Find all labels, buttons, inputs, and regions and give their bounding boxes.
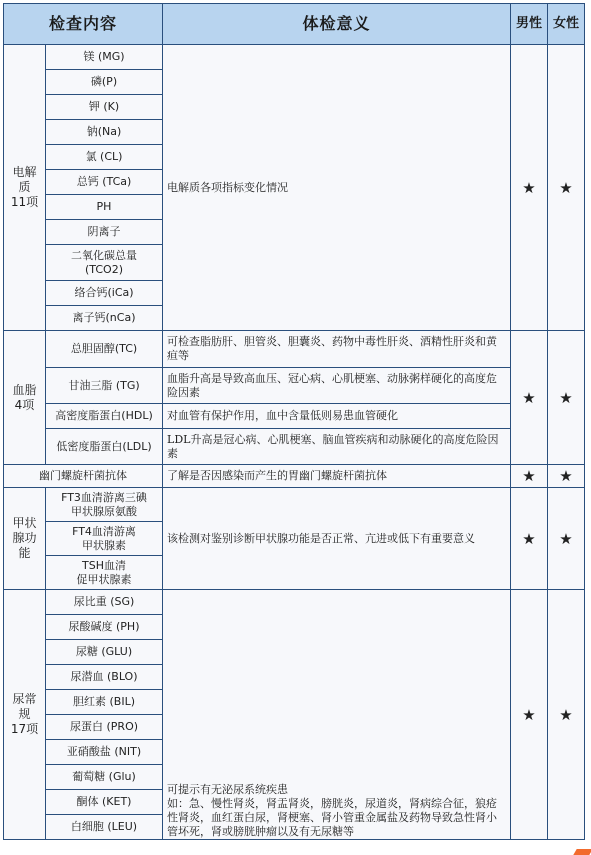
item-cell: 络合钙(iCa) — [46, 281, 163, 306]
item-cell: 钠(Na) — [46, 120, 163, 145]
header-female: 女性 — [548, 4, 585, 45]
item-cell — [46, 245, 163, 281]
item-cell: 总胆固醇(TC) — [46, 331, 163, 368]
item-cell: 尿比重 (SG) — [46, 590, 163, 615]
item-cell: 亚硝酸盐 (NIT) — [46, 740, 163, 765]
category-label: 电解 — [12, 165, 37, 179]
item-cell: 酮体 (KET) — [46, 790, 163, 815]
meaning-cell — [163, 45, 511, 331]
category-label: 血脂 — [12, 382, 37, 397]
category-label: 11项 — [10, 195, 39, 209]
category-label: 甲状 — [12, 516, 37, 530]
table-row — [4, 488, 585, 522]
category-cell — [4, 331, 46, 465]
item-label: 二氧化碳总量 — [71, 248, 137, 262]
item-cell — [46, 556, 163, 590]
meaning-cell: 了解是否因感染而产生的胃幽门螺旋杆菌抗体 — [163, 465, 511, 488]
male-star: ★ — [511, 331, 548, 465]
table-row — [4, 45, 585, 70]
item-label: TSH血清 — [82, 558, 126, 572]
item-cell: 白细胞 (LEU) — [46, 815, 163, 840]
category-label: 尿常 — [12, 692, 37, 706]
table-header-row — [4, 4, 585, 45]
item-label: 促甲状腺素 — [76, 572, 132, 586]
category-label: 腺功 — [12, 531, 37, 545]
female-star: ★ — [548, 590, 585, 840]
item-cell: 离子钙(nCa) — [46, 306, 163, 331]
item-cell: 幽门螺旋杆菌抗体 — [4, 465, 163, 488]
table-row — [4, 331, 585, 368]
item-label: FT4血清游离 — [72, 524, 136, 538]
item-cell: 葡萄糖 (Glu) — [46, 765, 163, 790]
item-cell: 尿糖 (GLU) — [46, 640, 163, 665]
item-cell: 镁 (MG) — [46, 45, 163, 70]
meaning-cell: 血脂升高是导致高血压、冠心病、心肌梗塞、动脉粥样硬化的高度危险因素 — [163, 368, 511, 404]
meaning-line: 可提示有无泌尿系统疾患 — [167, 783, 289, 796]
header-meaning: 体检意义 — [163, 4, 511, 45]
category-label: 4项 — [14, 397, 35, 412]
item-cell: 低密度脂蛋白(LDL) — [46, 429, 163, 465]
header-male: 男性 — [511, 4, 548, 45]
item-cell: 阴离子 — [46, 220, 163, 245]
category-cell — [4, 488, 46, 590]
table-row — [4, 590, 585, 615]
category-cell — [4, 590, 46, 840]
checkup-table — [3, 3, 585, 840]
male-star: ★ — [511, 465, 548, 488]
item-label: 甲状腺原氨酸 — [71, 504, 137, 518]
item-cell: 总钙 (TCa) — [46, 170, 163, 195]
category-label: 质 — [18, 180, 31, 194]
female-star: ★ — [548, 45, 585, 331]
male-star: ★ — [511, 45, 548, 331]
item-label: FT3血清游离三碘 — [61, 490, 147, 504]
male-star: ★ — [511, 590, 548, 840]
item-cell: 甘油三脂 (TG) — [46, 368, 163, 404]
category-label: 17项 — [10, 722, 39, 736]
meaning-line: 如：急、慢性肾炎，肾盂肾炎，膀胱炎，尿道炎，肾病综合征，狼疮性肾炎，血红蛋白尿，肾梗塞、肾小管重金属盐及药物导致急性肾小管坏死，肾或膀胱肿瘤以及有无尿糖等 — [167, 797, 498, 838]
table-row — [4, 429, 585, 465]
item-cell: 胆红素 (BIL) — [46, 690, 163, 715]
item-cell: 尿酸碱度 (PH) — [46, 615, 163, 640]
female-star: ★ — [548, 488, 585, 590]
item-cell: 钾 (K) — [46, 95, 163, 120]
item-cell: 尿蛋白 (PRO) — [46, 715, 163, 740]
item-cell: 高密度脂蛋白(HDL) — [46, 404, 163, 429]
meaning-cell: 对血管有保护作用，血中含量低则易患血管硬化 — [163, 404, 511, 429]
item-cell: 尿潜血 (BLO) — [46, 665, 163, 690]
category-cell — [4, 45, 46, 331]
meaning-line: 该检测对鉴别诊断甲状腺功能是否正常、亢进或低下有重要意义 — [167, 531, 476, 545]
female-star: ★ — [548, 331, 585, 465]
meaning-cell: LDL升高是冠心病、心肌梗塞、脑血管疾病和动脉硬化的高度危险因素 — [163, 429, 511, 465]
meaning-line: 电解质各项指标变化情况 — [167, 180, 289, 194]
meaning-cell: 可检查脂肪肝、胆管炎、胆囊炎、药物中毒性肝炎、酒精性肝炎和黄疸等 — [163, 331, 511, 368]
table-row — [4, 404, 585, 429]
meaning-cell — [163, 488, 511, 590]
header-content: 检查内容 — [4, 4, 163, 45]
category-label: 能 — [18, 546, 31, 560]
meaning-cell — [163, 590, 511, 840]
corner-arrow-decoration — [573, 849, 591, 855]
item-cell: 磷(P) — [46, 70, 163, 95]
item-cell: 氯 (CL) — [46, 145, 163, 170]
male-star: ★ — [511, 488, 548, 590]
item-label: (TCO2) — [85, 262, 123, 276]
female-star: ★ — [548, 465, 585, 488]
item-cell: PH — [46, 195, 163, 220]
item-cell — [46, 488, 163, 522]
table-row — [4, 465, 585, 488]
category-label: 规 — [18, 707, 31, 721]
item-label: 甲状腺素 — [82, 538, 126, 552]
item-cell — [46, 522, 163, 556]
table-row — [4, 368, 585, 404]
